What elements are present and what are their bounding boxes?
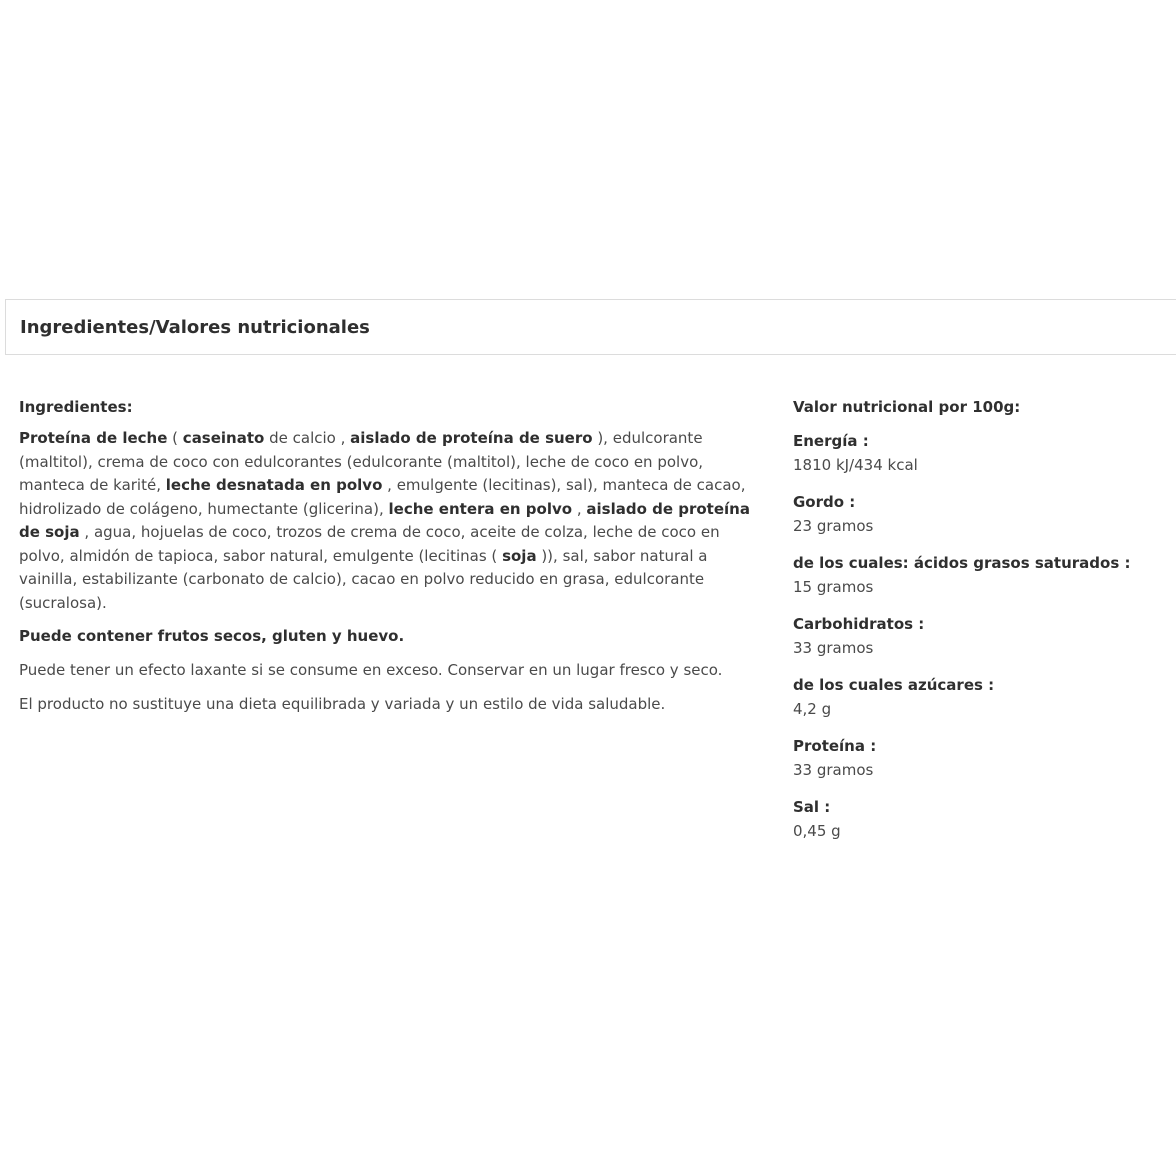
ingredient-segment: ( [167, 429, 183, 447]
nutrient-value: 1810 kJ/434 kcal [793, 456, 918, 474]
allergen-note: Puede contener frutos secos, gluten y huevo. [19, 627, 405, 645]
nutrient-fat [793, 491, 1163, 538]
nutrient-energy [793, 430, 1163, 477]
nutrient-protein [793, 735, 1163, 782]
nutrition-heading: Valor nutricional por 100g: [793, 398, 1021, 416]
nutrient-label: Carbohidratos : [793, 615, 925, 633]
nutrient-sugars [793, 674, 1163, 721]
ingredients-heading: Ingredientes: [19, 398, 133, 416]
ingredient-segment: , emulgente (lecitinas), sal), manteca de cacao, hidrolizado de colágeno, humectante (glicerina), [19, 476, 746, 518]
ingredient-segment: Proteína de leche [19, 429, 168, 447]
ingredient-segment: ), edulcorante (maltitol), crema de coco con edulcorantes (edulcorante (maltitol), leche de coco en polvo, manteca de karité, [19, 429, 704, 494]
ingredients-text [19, 427, 769, 615]
nutrient-label: Sal : [793, 798, 831, 816]
nutrient-value: 23 gramos [793, 517, 874, 535]
nutrient-salt [793, 796, 1163, 843]
nutrient-value: 33 gramos [793, 761, 874, 779]
laxative-note: Puede tener un efecto laxante si se consume en exceso. Conservar en un lugar fresco y seco. [19, 661, 723, 679]
ingredient-segment: leche entera en polvo [388, 499, 573, 518]
nutrient-label: Energía : [793, 432, 869, 450]
nutrient-value: 33 gramos [793, 639, 874, 657]
nutrient-label: de los cuales: ácidos grasos saturados : [793, 554, 1131, 572]
ingredient-segment: leche desnatada en polvo [165, 476, 383, 494]
nutrient-label: Proteína : [793, 737, 877, 755]
nutrient-carbohydrates [793, 613, 1163, 660]
nutrition-column [793, 397, 1163, 857]
ingredient-segment: aislado de proteína de soja [19, 499, 750, 541]
ingredient-segment: )), sal, sabor natural a vainilla, estabilizante (carbonato de calcio), cacao en polvo reducido en grasa, edulcorante (sucralosa). [19, 546, 708, 612]
ingredient-segment: , agua, hojuelas de coco, trozos de crema de coco, aceite de colza, leche de coco en polvo, almidón de tapioca, sabor natural, emulgente (lecitinas ( [19, 523, 720, 565]
nutrient-saturated-fat [793, 552, 1163, 599]
nutrient-label: Gordo : [793, 493, 856, 511]
diet-note: El producto no sustituye una dieta equilibrada y variada y un estilo de vida saludable. [19, 695, 666, 713]
nutrient-value: 0,45 g [793, 822, 841, 840]
nutrient-value: 15 gramos [793, 578, 874, 596]
ingredient-segment: caseinato [182, 429, 265, 447]
nutrient-value: 4,2 g [793, 700, 832, 718]
section-title: Ingredientes/Valores nutricionales [20, 317, 370, 338]
ingredients-column [19, 397, 769, 727]
ingredient-segment: soja [502, 546, 537, 565]
nutrient-label: de los cuales azúcares : [793, 676, 995, 694]
section-header [5, 299, 1176, 355]
ingredient-segment: de calcio , [264, 429, 351, 447]
ingredient-segment: , [572, 499, 587, 518]
ingredient-segment: aislado de proteína de suero [350, 429, 593, 447]
